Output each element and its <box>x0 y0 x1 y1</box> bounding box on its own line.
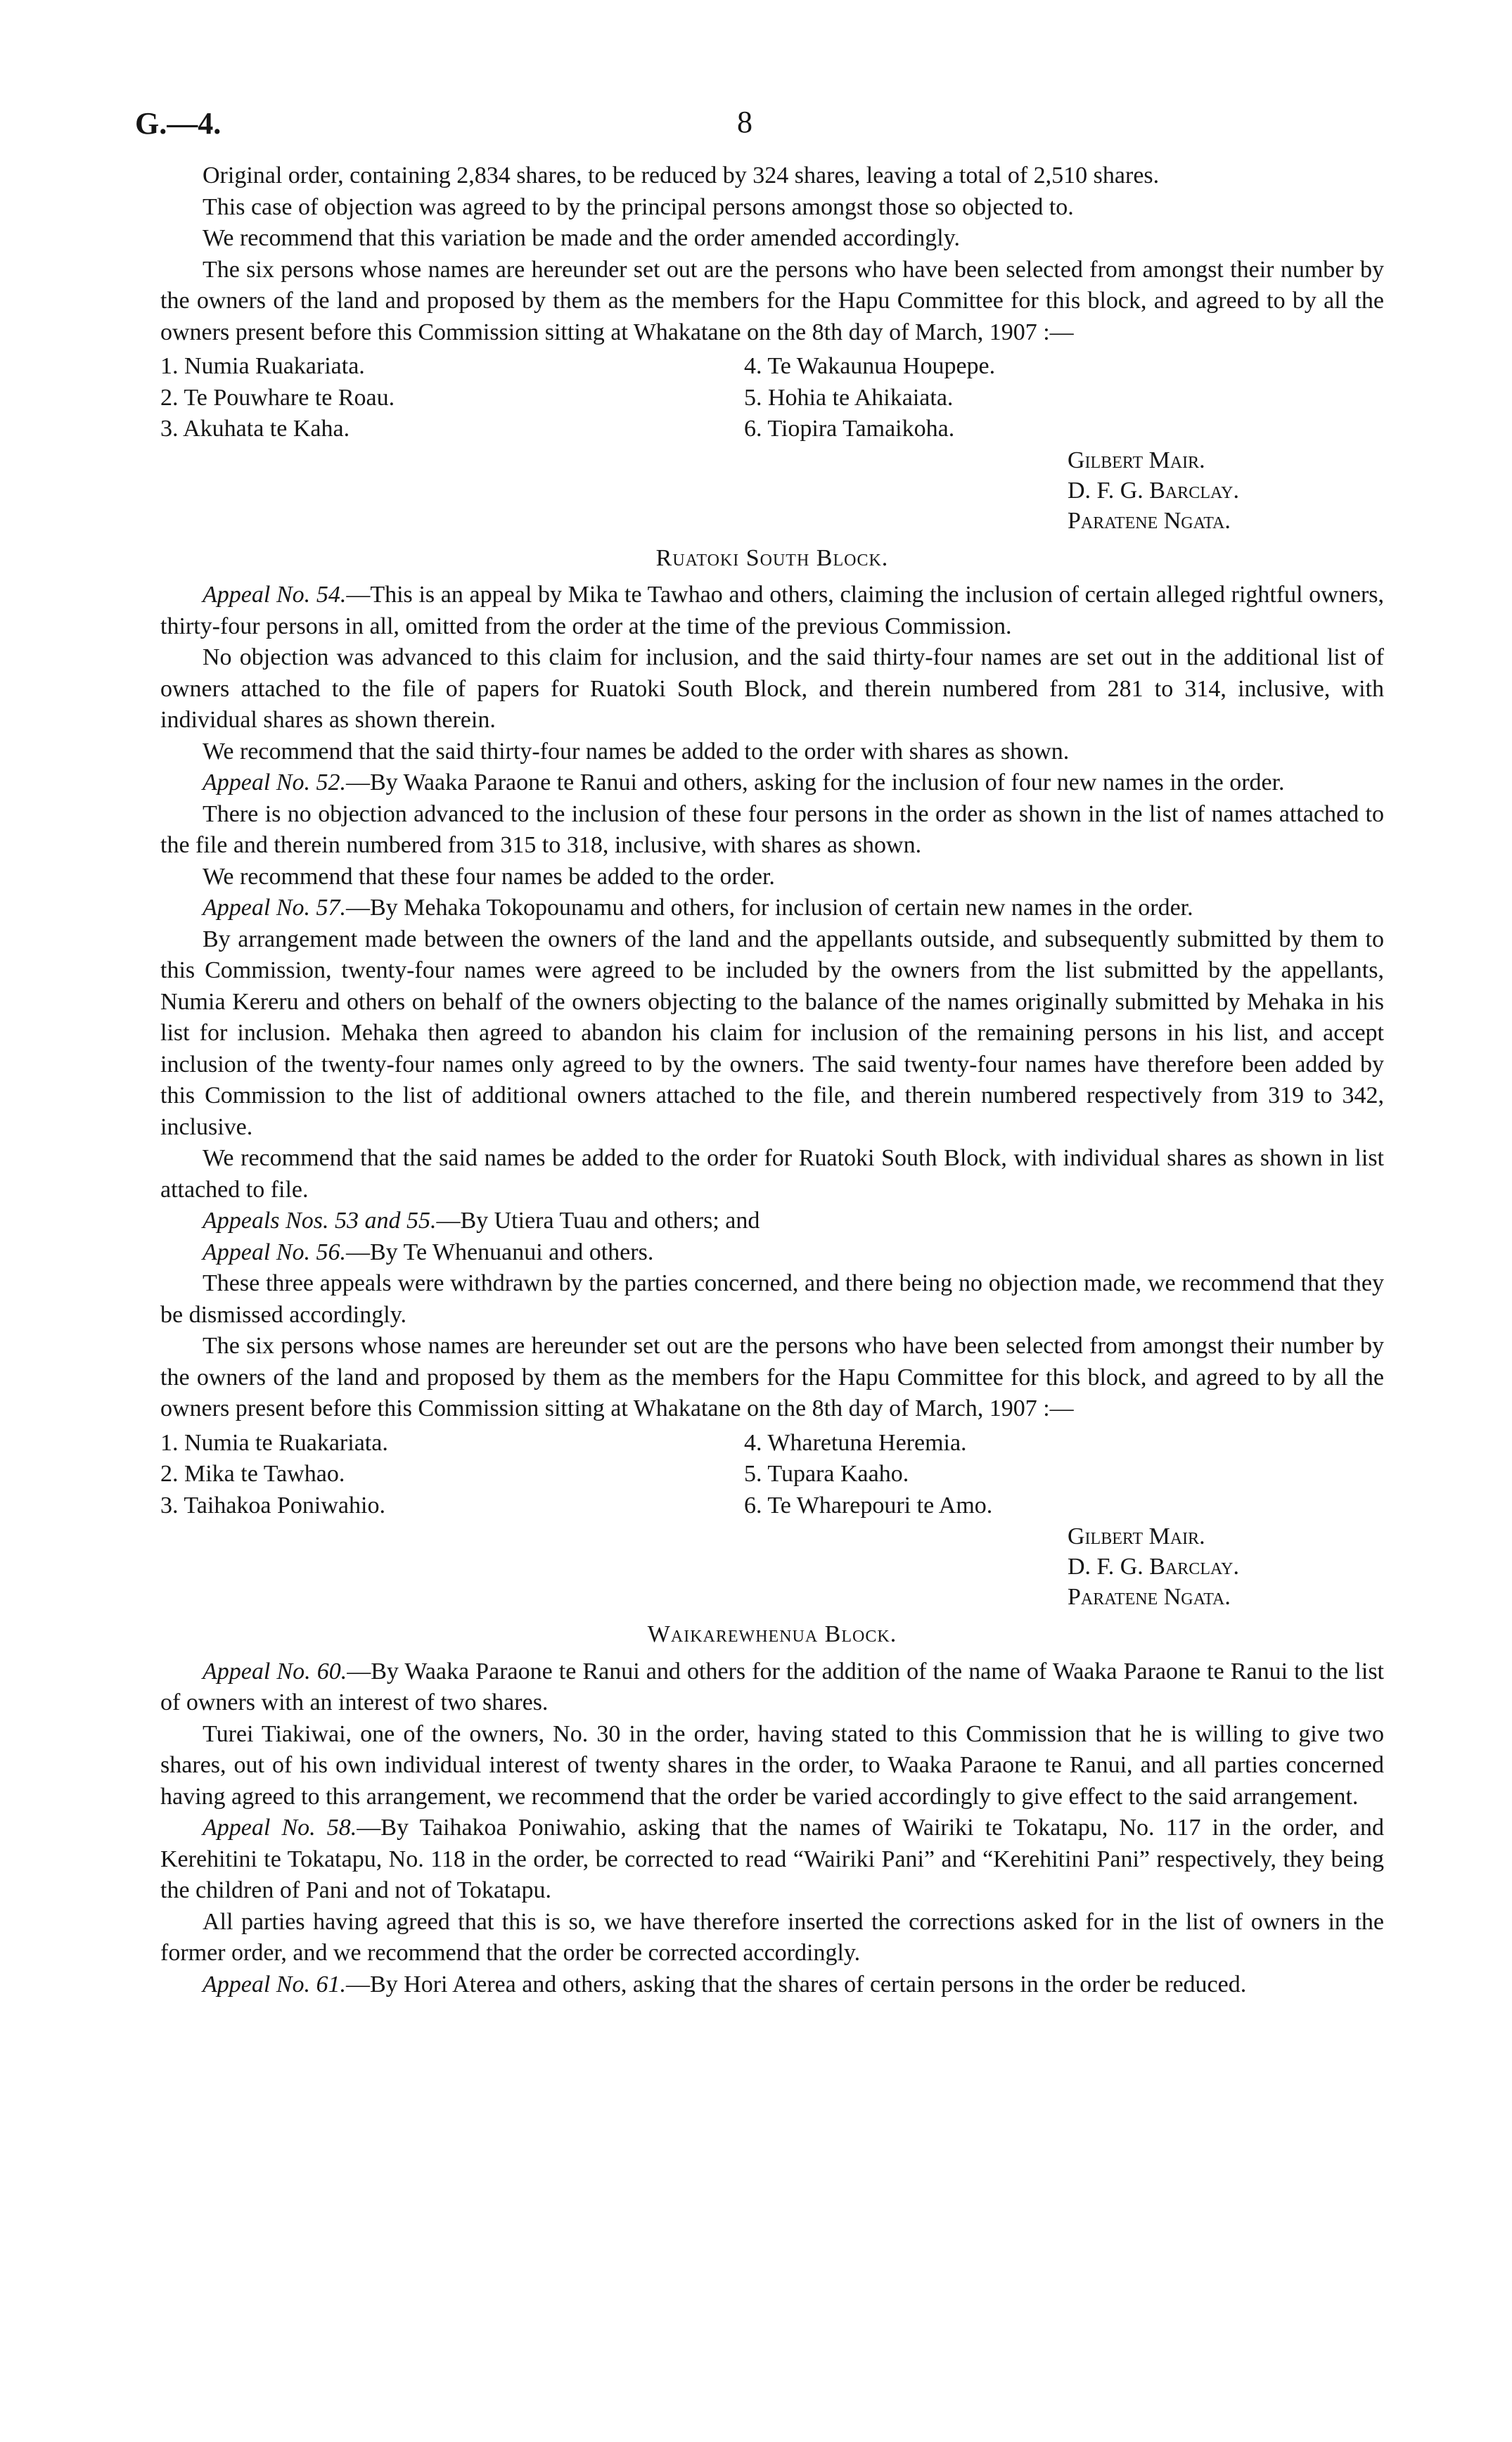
appeal-text: —By Hori Aterea and others, asking that the shares of certain persons in the order be reduced. <box>345 1971 1247 1997</box>
signatory: Gilbert Mair. <box>1068 447 1205 473</box>
list-item: 3. Akuhata te Kaha. <box>160 416 350 442</box>
appeals-53-55 <box>160 1206 1384 1237</box>
appeal-60 <box>160 1656 1384 1719</box>
appeal-label: Appeal No. 61. <box>203 1971 346 1997</box>
intro-paragraph-1: Original order, containing 2,834 shares, to be reduced by 324 shares, leaving a total of 2,510 shares. <box>203 162 1160 188</box>
intro-paragraph-3: We recommend that this variation be made and the order amended accordingly. <box>203 225 960 251</box>
appeal-57 <box>160 893 1384 924</box>
committee-list-2 <box>160 1428 1384 1522</box>
intro-paragraph-4: The six persons whose names are hereunder set out are the persons who have been selected from amongst their number by the owners of the land and proposed by them as the members for the Hapu Committee for this block, and agreed to by all the owners present before this Commission sitting at Whakatane on the 8th day of March, 1907 :— <box>160 256 1384 345</box>
list-item: 2. Te Pouwhare te Roau. <box>160 384 395 411</box>
appeal-52 <box>160 767 1384 799</box>
signatory: Paratene Ngata. <box>1068 507 1231 534</box>
appeal-text: —By Mehaka Tokopounamu and others, for inclusion of certain new names in the order. <box>345 895 1193 921</box>
committee-list-2-left <box>160 1428 744 1522</box>
appeal-label: Appeals Nos. 53 and 55. <box>203 1208 437 1234</box>
page-number: 8 <box>737 105 752 139</box>
list-item: 2. Mika te Tawhao. <box>160 1461 345 1487</box>
intro-paragraph-2: This case of objection was agreed to by the principal persons amongst those so objected to. <box>203 193 1074 220</box>
appeal-text: —By Te Whenuanui and others. <box>345 1239 654 1265</box>
appeal-label: Appeal No. 52. <box>203 769 346 795</box>
appeal-58 <box>160 1813 1384 1907</box>
signatory: D. F. G. Barclay. <box>1068 477 1239 504</box>
appeal-text: —By Utiera Tuau and others; and <box>436 1208 760 1234</box>
appeal-label: Appeal No. 56. <box>203 1239 346 1265</box>
appeal-54-paragraph-2: No objection was advanced to this claim for inclusion, and the said thirty-four names are set out in the additional list of owners attached to the file of papers for Ruatoki South Block, and therein numbered from 281 to 314, inclusive, with individual shares as shown therein. <box>160 644 1384 733</box>
appeal-54-paragraph-3: We recommend that the said thirty-four names be added to the order with shares as shown. <box>203 738 1070 765</box>
signatures-block-1 <box>1068 445 1384 536</box>
appeal-text: —By Taihakoa Poniwahio, asking that the names of Wairiki te Tokatapu, No. 117 in the order, and Kerehitini te Tokatapu, No. 118 in the order, be corrected to read “Wairiki Pani” and “Kerehitini Pani” respectively, they being the children of Pani and not of Tokatapu. <box>160 1815 1384 1903</box>
committee-list-1 <box>160 351 1384 445</box>
list-item: 4. Te Wakaunua Houpepe. <box>744 353 996 379</box>
appeal-text: —This is an appeal by Mika te Tawhao and others, claiming the inclusion of certain alleged rightful owners, thirty-four persons in all, omitted from the order at the time of the previous Commission. <box>160 582 1384 639</box>
document-body <box>160 160 1384 2000</box>
appeal-54 <box>160 580 1384 642</box>
appeal-57-paragraph-2: By arrangement made between the owners of the land and the appellants outside, and subsequently submitted by them to this Commission, twenty-four names were agreed to be included by the owners from the list submitted by the appellants, Numia Kereru and others on behalf of the owners objecting to the balance of the names originally submitted by Mehaka in his list for inclusion. Mehaka then agreed to abandon his claim for inclusion of the remaining persons in his list, and accept inclusion of the twenty-four names only agreed to by the owners. The said twenty-four names have therefore been added by this Commission to the list of additional owners attached to the file, and therein numbered respectively from 319 to 342, inclusive. <box>160 926 1384 1140</box>
committee-list-1-right <box>744 351 995 445</box>
appeal-52-paragraph-2: There is no objection advanced to the inclusion of these four persons in the order as shown in the list of names attached to the file and therein numbered from 315 to 318, inclusive, with shares as shown. <box>160 800 1384 858</box>
appeal-56 <box>160 1237 1384 1269</box>
appeal-52-paragraph-3: We recommend that these four names be added to the order. <box>203 863 775 890</box>
list-item: 5. Tupara Kaaho. <box>744 1461 909 1487</box>
list-item: 1. Numia Ruakariata. <box>160 353 365 379</box>
appeal-61 <box>160 1969 1384 2001</box>
committee-list-2-right <box>744 1428 992 1522</box>
appeal-text: —By Waaka Paraone te Ranui and others, asking for the inclusion of four new names in the order. <box>345 769 1285 795</box>
list-item: 6. Te Wharepouri te Amo. <box>744 1492 993 1519</box>
signatory: D. F. G. Barclay. <box>1068 1554 1239 1580</box>
list-item: 6. Tiopira Tamaikoha. <box>744 416 955 442</box>
parliamentary-paper-reference: G.—4. <box>135 106 222 141</box>
appeal-57-paragraph-3: We recommend that the said names be added to the order for Ruatoki South Block, with individual shares as shown in list attached to file. <box>160 1145 1384 1203</box>
appeal-label: Appeal No. 60. <box>203 1658 347 1685</box>
committee-list-1-left <box>160 351 744 445</box>
list-item: 4. Wharetuna Heremia. <box>744 1429 967 1456</box>
appeal-58-paragraph-2: All parties having agreed that this is so, we have therefore inserted the corrections asked for in the list of owners in the former order, and we recommend that the order be corrected accordingly. <box>160 1908 1384 1966</box>
withdrawn-paragraph: These three appeals were withdrawn by the parties concerned, and there being no objection made, we recommend that they be dismissed accordingly. <box>160 1270 1384 1328</box>
committee-intro-2: The six persons whose names are hereunder set out are the persons who have been selected from amongst their number by the owners of the land and proposed by them as the members for the Hapu Committee for this block, and agreed to by all the owners present before this Commission sitting at Whakatane on the 8th day of March, 1907 :— <box>160 1333 1384 1421</box>
list-item: 1. Numia te Ruakariata. <box>160 1429 388 1456</box>
list-item: 3. Taihakoa Poniwahio. <box>160 1492 385 1519</box>
signatory: Paratene Ngata. <box>1068 1584 1231 1610</box>
list-item: 5. Hohia te Ahikaiata. <box>744 384 954 411</box>
section-title-waikarewhenua: Waikarewhenua Block. <box>647 1621 897 1647</box>
signatory: Gilbert Mair. <box>1068 1523 1205 1549</box>
appeal-label: Appeal No. 58. <box>203 1815 357 1841</box>
appeal-60-paragraph-2: Turei Tiakiwai, one of the owners, No. 30 in the order, having stated to this Commission that he is willing to give two shares, out of his own individual interest of twenty shares in the order, to Waaka Paraone te Ranui, and all parties concerned having agreed to this arrangement, we recommend that the order be varied accordingly to give effect to the said arrangement. <box>160 1720 1384 1810</box>
section-title-ruatoki-south: Ruatoki South Block. <box>655 544 889 571</box>
appeal-text: —By Waaka Paraone te Ranui and others for the addition of the name of Waaka Paraone te Ranui to the list of owners with an interest of two shares. <box>160 1658 1385 1715</box>
appeal-label: Appeal No. 57. <box>203 895 346 921</box>
appeal-label: Appeal No. 54. <box>203 582 347 608</box>
signatures-block-2 <box>1068 1521 1384 1612</box>
